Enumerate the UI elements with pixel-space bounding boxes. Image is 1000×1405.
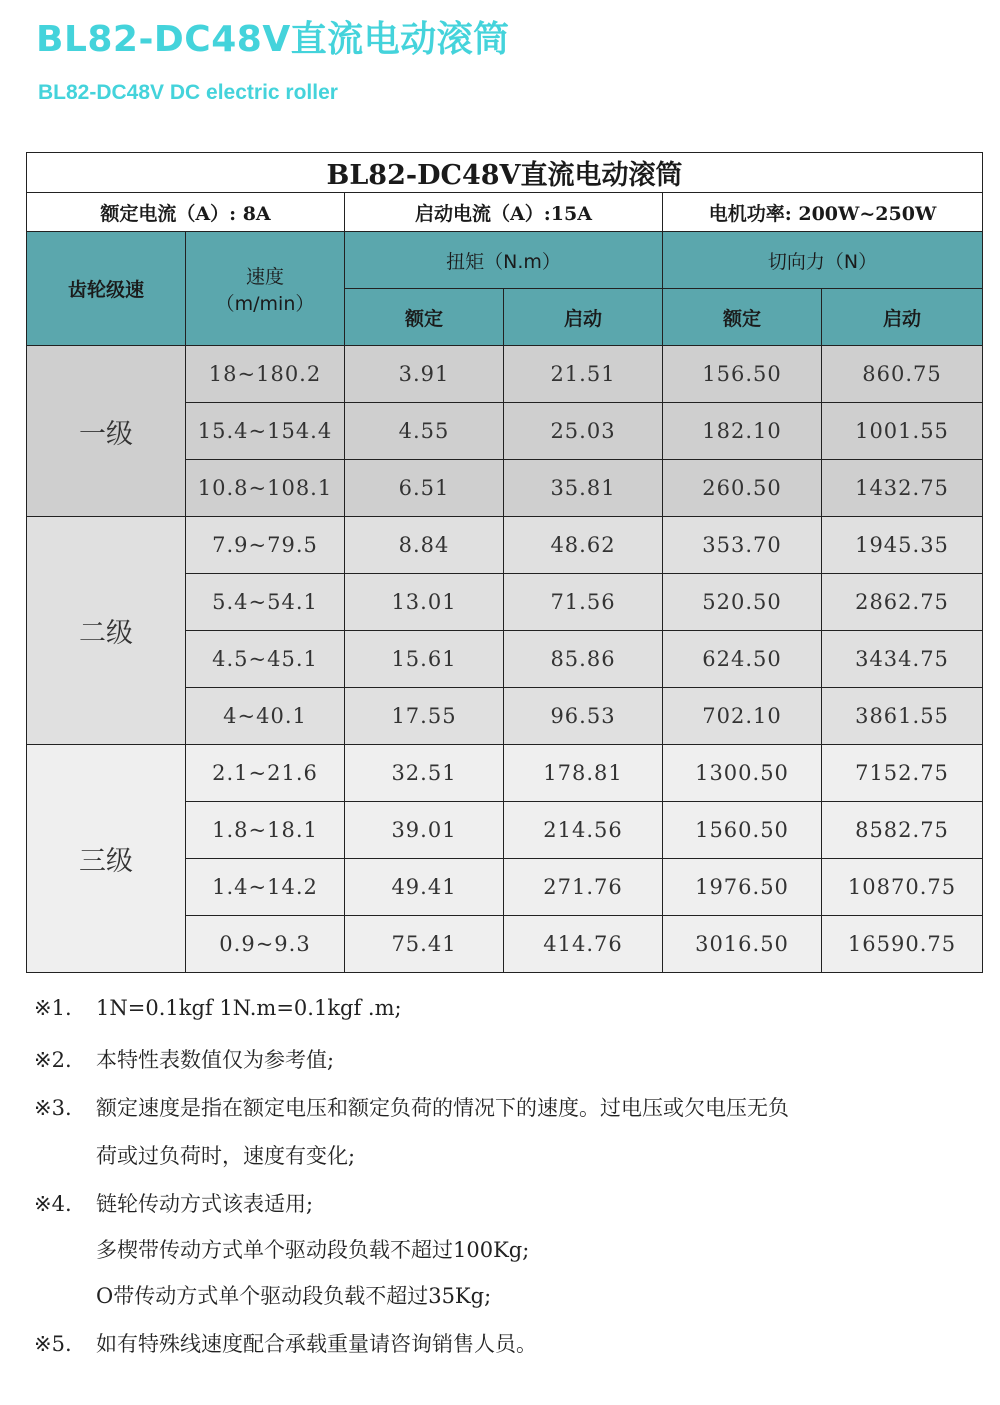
torque-start-cell: 25.03	[504, 403, 663, 460]
header-torque: 扭矩（N.m）	[345, 232, 663, 289]
speed-cell: 0.9~9.3	[186, 916, 345, 973]
force-start-cell: 860.75	[822, 346, 983, 403]
note-4-line-3: O带传动方式单个驱动段负载不超过35Kg;	[96, 1284, 492, 1308]
header-force-start: 启动	[822, 289, 983, 346]
torque-rated-cell: 49.41	[345, 859, 504, 916]
header-gear-level: 齿轮级速	[27, 232, 186, 346]
force-rated-cell: 260.50	[663, 460, 822, 517]
gear-level-cell: 二级	[27, 517, 186, 745]
table-caption-row	[27, 153, 983, 193]
force-start-cell: 10870.75	[822, 859, 983, 916]
header-row	[27, 232, 983, 289]
note-1	[34, 996, 402, 1020]
table-caption: BL82-DC48V直流电动滚筒	[27, 153, 983, 193]
starting-current: 启动电流（A）:15A	[345, 193, 663, 232]
torque-start-cell: 21.51	[504, 346, 663, 403]
page-subtitle: BL82-DC48V DC electric roller	[38, 81, 338, 104]
speed-cell: 10.8~108.1	[186, 460, 345, 517]
torque-start-cell: 214.56	[504, 802, 663, 859]
speed-cell: 15.4~154.4	[186, 403, 345, 460]
header-tangential-force: 切向力（N）	[663, 232, 983, 289]
torque-rated-cell: 8.84	[345, 517, 504, 574]
torque-rated-cell: 13.01	[345, 574, 504, 631]
speed-cell: 4~40.1	[186, 688, 345, 745]
note-text: 本特性表数值仅为参考值;	[96, 1048, 335, 1072]
note-4-line-2: 多楔带传动方式单个驱动段负载不超过100Kg;	[96, 1238, 530, 1262]
force-start-cell: 8582.75	[822, 802, 983, 859]
speed-cell: 7.9~79.5	[186, 517, 345, 574]
torque-start-cell: 271.76	[504, 859, 663, 916]
speed-cell: 4.5~45.1	[186, 631, 345, 688]
force-rated-cell: 1300.50	[663, 745, 822, 802]
note-3	[34, 1092, 789, 1122]
note-marker: ※1.	[34, 996, 72, 1020]
note-3-continuation: 荷或过负荷时，速度有变化;	[96, 1144, 356, 1168]
speed-cell: 1.8~18.1	[186, 802, 345, 859]
force-start-cell: 7152.75	[822, 745, 983, 802]
header-force-rated: 额定	[663, 289, 822, 346]
note-text: 链轮传动方式该表适用;	[96, 1192, 314, 1216]
note-4	[34, 1188, 313, 1218]
torque-rated-cell: 3.91	[345, 346, 504, 403]
speed-cell: 2.1~21.6	[186, 745, 345, 802]
force-start-cell: 3434.75	[822, 631, 983, 688]
rated-current: 额定电流（A）: 8A	[27, 193, 345, 232]
header-torque-start: 启动	[504, 289, 663, 346]
force-start-cell: 16590.75	[822, 916, 983, 973]
torque-start-cell: 96.53	[504, 688, 663, 745]
spec-line-row	[27, 193, 983, 232]
torque-rated-cell: 6.51	[345, 460, 504, 517]
torque-start-cell: 85.86	[504, 631, 663, 688]
header-speed	[186, 232, 345, 346]
header-speed-label: 速度	[245, 265, 284, 288]
torque-rated-cell: 4.55	[345, 403, 504, 460]
speed-cell: 18~180.2	[186, 346, 345, 403]
force-rated-cell: 1560.50	[663, 802, 822, 859]
note-text: 1N=0.1kgf 1N.m=0.1kgf .m;	[96, 996, 402, 1020]
force-start-cell: 1432.75	[822, 460, 983, 517]
torque-start-cell: 48.62	[504, 517, 663, 574]
gear-level-cell: 三级	[27, 745, 186, 973]
gear-level-cell: 一级	[27, 346, 186, 517]
force-rated-cell: 624.50	[663, 631, 822, 688]
note-text: 额定速度是指在额定电压和额定负荷的情况下的速度。过电压或欠电压无负	[96, 1096, 789, 1120]
note-marker: ※2.	[34, 1048, 72, 1072]
force-rated-cell: 182.10	[663, 403, 822, 460]
torque-start-cell: 71.56	[504, 574, 663, 631]
header-torque-rated: 额定	[345, 289, 504, 346]
speed-cell: 5.4~54.1	[186, 574, 345, 631]
torque-rated-cell: 32.51	[345, 745, 504, 802]
force-rated-cell: 1976.50	[663, 859, 822, 916]
table-row	[27, 517, 983, 574]
torque-rated-cell: 75.41	[345, 916, 504, 973]
spec-table	[26, 152, 983, 973]
speed-cell: 1.4~14.2	[186, 859, 345, 916]
motor-power: 电机功率: 200W~250W	[663, 193, 983, 232]
page-title: BL82-DC48V直流电动滚筒	[36, 19, 510, 60]
torque-start-cell: 414.76	[504, 916, 663, 973]
table-row	[27, 745, 983, 802]
torque-rated-cell: 17.55	[345, 688, 504, 745]
note-marker: ※4.	[34, 1192, 72, 1216]
force-rated-cell: 702.10	[663, 688, 822, 745]
force-rated-cell: 520.50	[663, 574, 822, 631]
note-2	[34, 1044, 334, 1074]
force-rated-cell: 353.70	[663, 517, 822, 574]
header-speed-unit: （m/min）	[215, 292, 315, 315]
force-start-cell: 1001.55	[822, 403, 983, 460]
note-marker: ※5.	[34, 1332, 72, 1356]
force-start-cell: 3861.55	[822, 688, 983, 745]
torque-start-cell: 35.81	[504, 460, 663, 517]
force-start-cell: 1945.35	[822, 517, 983, 574]
note-text: 如有特殊线速度配合承载重量请咨询销售人员。	[96, 1332, 537, 1356]
table-row	[27, 346, 983, 403]
force-rated-cell: 156.50	[663, 346, 822, 403]
force-rated-cell: 3016.50	[663, 916, 822, 973]
note-marker: ※3.	[34, 1096, 72, 1120]
torque-start-cell: 178.81	[504, 745, 663, 802]
torque-rated-cell: 39.01	[345, 802, 504, 859]
force-start-cell: 2862.75	[822, 574, 983, 631]
torque-rated-cell: 15.61	[345, 631, 504, 688]
note-5	[34, 1328, 537, 1358]
